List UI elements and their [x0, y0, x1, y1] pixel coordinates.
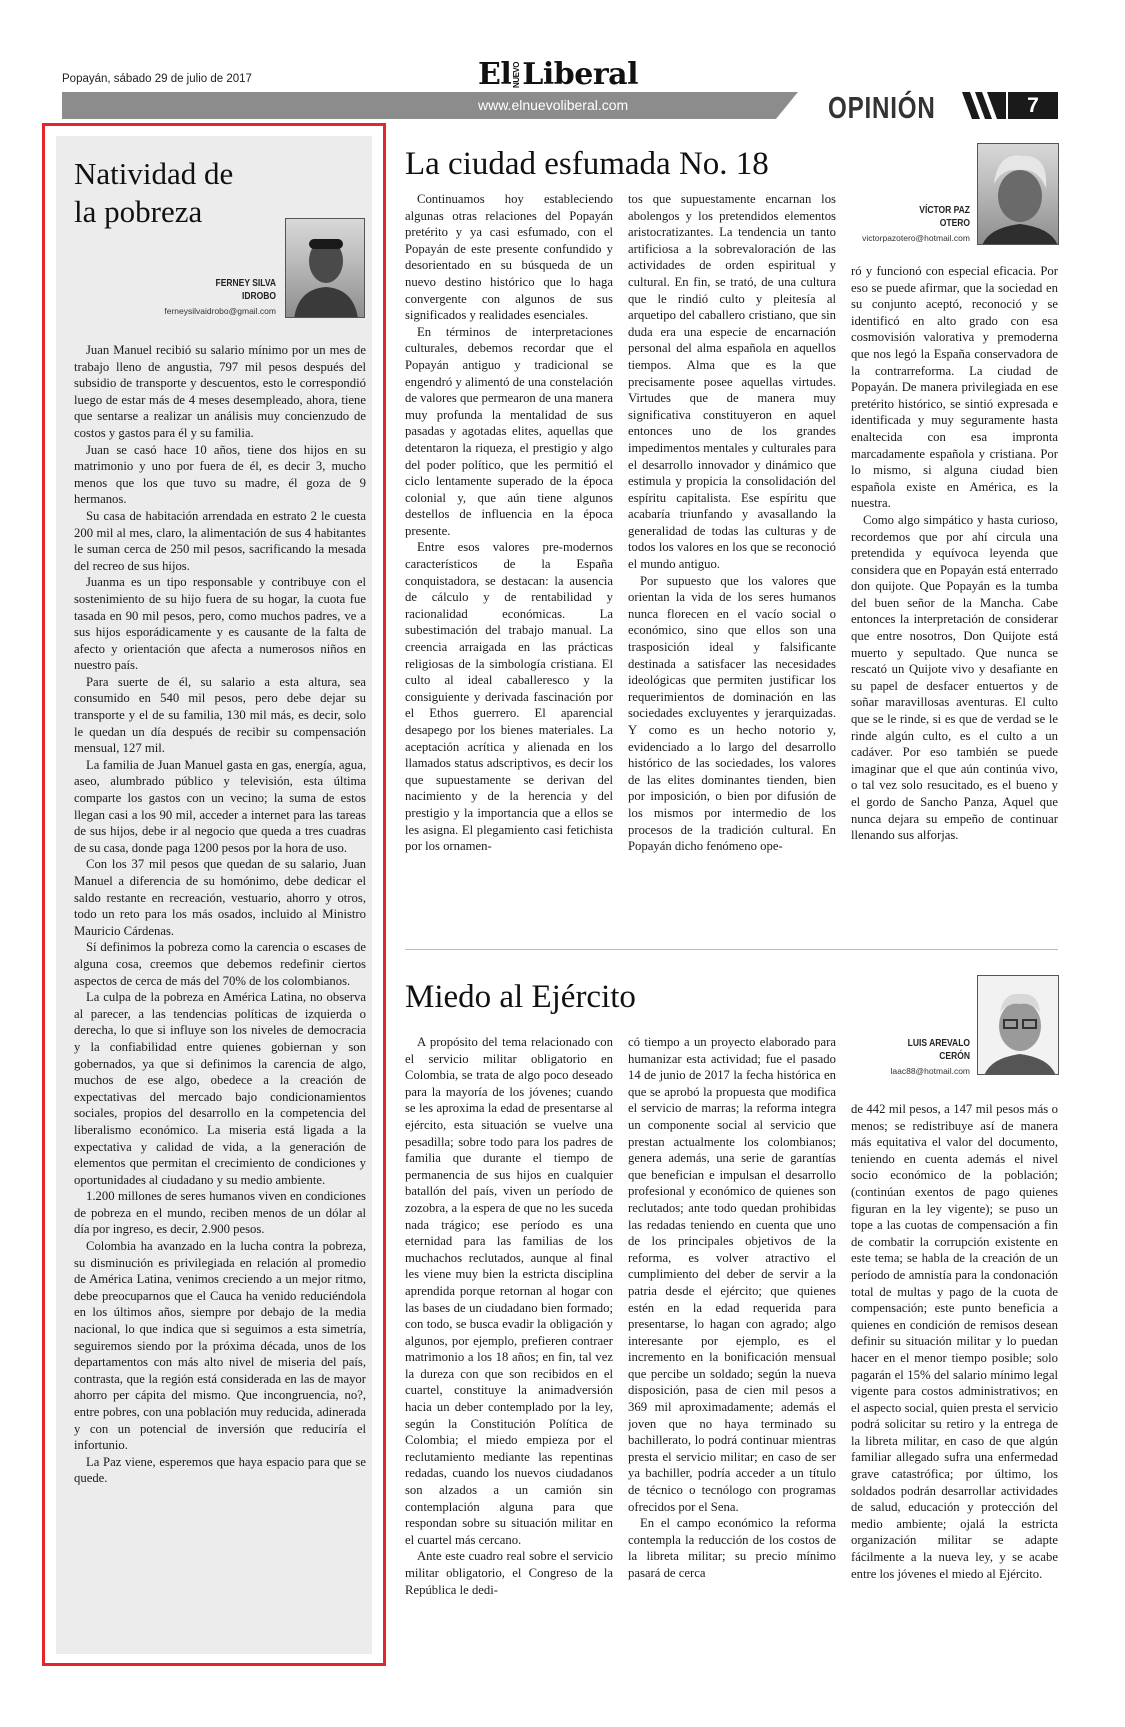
paragraph: de 442 mil pesos, a 147 mil pesos más o menos; se redistribuye así de manera más equitativa el valor del documento, teniendo en cuenta además el nivel socio económico de la población; (continúan exentos de pago quienes figuran en la ley vigente); se puso un tope a las cuotas de compensación a fin de combatir la corrupción existente en este tema; se habla de la creación de un período de amnistía para la condonación total de multas y pago de la cuota de compensación; este punto beneficia a quienes en condición de remisos desean definir su situación militar y lo puedan hacer en el menor tiempo posible; solo pagarán el 15% del salario mínimo legal vigente para costos administrativos; en el aspecto social, quien presta el servicio podrá solicitar su retiro y la entrega de la libreta militar, en caso de que algún familiar allegado sufra una enfermedad grave catastrófica; por último, los soldados podrán desarrollar actividades de salud, educación y protección del medio ambiente; ojalá la estricta organización militar se adapte fácilmente a la nueva ley, y se acabe entre los jóvenes el miedo al Ejército. [851, 1102, 1058, 1581]
logo-liberal: Liberal [522, 57, 638, 92]
author-photo-luis [977, 975, 1059, 1075]
paragraph: En el campo económico la reforma contempla la reducción de los costos de la libreta militar; su precio mínimo pasará de cerca [628, 1516, 836, 1580]
article3-column-2 [628, 1034, 836, 1674]
author-photo-victor [977, 143, 1059, 245]
paragraph: Sí definimos la pobreza como la carencia o escases de alguna cosa, creemos que debemos redefinir ciertos aspectos de cerca de más del 70% de los colombianos. [74, 940, 366, 988]
article1-author-line2: IDROBO [242, 291, 276, 302]
paragraph: Por supuesto que los valores que orientan la vida de los seres humanos nunca florecen en el vacío social o económico, sino que ellos son una trasposición ideal y falsificante destinada a satisfacer las necesidades ideológicas que permiten justificar los requerimientos de dominación en las sociedades excluyentes y jerarquizadas. Y como es un hecho notorio y, evidenciado a lo largo del desarrollo histórico de las sociedades, los valores de las elites dominantes tienden, bien por imposición, o bien por difusión de los mismos por intermedio de los procesos de la tradición cultural. En Popayán dicho fenómeno ope- [628, 573, 836, 854]
article3-column-3 [851, 1101, 1058, 1674]
article1-title-line1: Natividad de [74, 156, 234, 191]
paragraph: có tiempo a un proyecto elaborado para humanizar esta actividad; fue el pasado 14 de junio de 2017 la fecha histórica en que se aprobó la propuesta que modifica el servicio de marras; la reforma integra un componente social al servicio que prestan actualmente los colombianos; genera además, una serie de garantías que benefician e impulsan el desarrollo profesional y económico de quienes son reclutados; ante todo quedan prohibidas las redadas teniendo en cuenta que uno de los principales objetivos de la reforma, es volver atractivo el cumplimiento del deber de servir a la patria desde el ejército; que quienes estén en la edad requerida para presentarse, lo hagan con agrado; algo interesante por ejemplo, es el incremento en la bonificación mensual que percibe un soldado; según la nueva disposición, pasa de cien mil pesos a 369 mil aproximadamente; además el joven que no haya terminado su bachillerato, lo podrá continuar mientras presta el servicio militar; en caso de ser ya bachiller, podría acceder a un título de técnico o tecnólogo con programas ofrecidos por el Sena. [628, 1035, 836, 1514]
paragraph: Su casa de habitación arrendada en estrato 2 le cuesta 200 mil al mes, claro, la alimentación de sus 4 habitantes le suman cerca de 250 mil pesos, sacrificando la mesada del recreo de sus hijos. [74, 508, 366, 573]
article-divider [405, 949, 1058, 950]
portrait-icon [978, 144, 1059, 245]
article1-body [74, 342, 366, 1647]
website-url: www.elnuevoliberal.com [478, 97, 629, 113]
paragraph: La culpa de la pobreza en América Latina, no observa al parecer, a las tendencias políticas de izquierda o derecha, lo que si influye son los niveles de democracia y la confiabilidad entre quienes gobiernan y son gobernados, ya que si definimos la carencia de algo, muchos de ese algo, obedece a la creación de expectativas del mercado bajo condicionamientos sociales, propios del desarrollo en la competencia del liberalismo económico. La miseria está ligada a la expectativa y calidad de vida, a la generación de elementos que permitan el crecimiento de condiciones y oportunidades al ciudadano y su medio ambiente. [74, 990, 366, 1187]
article2-column-1 [405, 191, 613, 921]
author-photo-ferney [285, 218, 365, 318]
paragraph: A propósito del tema relacionado con el servicio militar obligatorio en Colombia, se trata de algo poco deseado para la mayoría de los jóvenes; cuando se les aproxima la edad de presentarse al ejército, esta situación se vuelve una pesadilla; sobre todo para los padres de familia que durante el tiempo de permanencia de sus hijos en cualquier batallón del país, viven un período de zozobra, a la espera de que no les suceda nada trágico; ese período es una eternidad para las familias de los muchachos reclutados, aunque al final les viene muy bien la estricta disciplina aprendida porque retornan al hogar con las bases de un ciudadano bien formado; con todo, se busca evadir la obligación y algunos, por ejemplo, prefieren contraer matrimonio a los 18 años; en fin, tal vez la dureza con que son recibidos en el cuartel, constituye la animadversión hacia un deber contemplado por la ley, según la Constitución Política de Colombia; el miedo empieza por el reclutamiento mediante las repentinas redadas, cuando los nuevos ciudadanos son alzados a un camión sin contemplación alguna para que respondan sobre su situación militar en el cuartel más cercano. [405, 1035, 613, 1547]
article2-title: La ciudad esfumada No. 18 [405, 146, 769, 182]
paragraph: Juan Manuel recibió su salario mínimo por un mes de trabajo lleno de angustia, 797 mil pesos después del subsidio de transporte y descuentos, esto le correspondió luego de estar más de 4 meses desempleado, ahora, tiene que sentarse a realizar un análisis muy concienzudo de costos y gastos para él y su familia. [74, 343, 366, 440]
article3-column-1 [405, 1034, 613, 1674]
paragraph: tos que supuestamente encarnan los abolengos y los pretendidos elementos aristocratizantes. La tendencia un tanto artificiosa a la sobrevaloración de las actividades de orden espiritual y cultural. En fin, se trató, de una cultura que le rindió culto y pleitesía al arquetipo del caballero cristiano, que sin duda era una especie de encarnación personal del alma española en aquellos tiempos. Alma que es la que precisamente posee aquellas virtudes. Virtudes que de manera muy significativa constituyeron en aquel entonces uno de los grandes impedimentos mentales y culturales para el desarrollo innovador y dinámico que estimula y propicia la consolidación del espíritu capitalista. Ese espíritu que acabaría triunfando y avasallando la generalidad de todas las culturas y de todos los valores en los que se reconoció el mundo antiguo. [628, 192, 836, 572]
paragraph: La Paz viene, esperemos que haya espacio para que se quede. [74, 1454, 366, 1486]
header-bar [62, 92, 798, 119]
logo-el: El [478, 57, 512, 92]
logo-nuevo: NUEVO [512, 62, 522, 88]
paragraph: Continuamos hoy estableciendo algunas otras relaciones del Popayán pretérito y ya casi esfumado, con el Popayán de este presente confundido y desorientado en su búsqueda de un nuevo destino histórico que lo haga convergente con algunos de sus significados y realidades esenciales. [405, 192, 613, 323]
paragraph: Entre esos valores pre-modernos característicos de la España conquistadora, se destacan: la ausencia de cálculo y de rentabilidad y racionalidad económicas. La subestimación del trabajo manual. La creencia arraigada en las prácticas religiosas de la simbología cristiana. El culto al ideal caballeresco y la consiguiente y derivada fascinación por el Ethos guerrero. El aparencial desapego por los bienes materiales. La aceptación acrítica y alienada en los llamados status adscriptivos, es decir los que supuestamente se derivan del nacimiento y de la herencia y del prestigio y la importancia que a ellos se les asigna. El plegamiento casi fetichista por los ornamen- [405, 540, 613, 854]
section-title: OPINIÓN [828, 90, 936, 125]
article2-column-3 [851, 263, 1058, 923]
paragraph: Para suerte de él, su salario a esta altura, sea consumido en 540 mil pesos, pero debe dejar su transporte y el de su familia, 130 mil más, es decir, solo le quedan un día después de recibir su compensación mensual, 127 mil. [74, 674, 366, 756]
article3-author-line2: CERÓN [939, 1051, 970, 1062]
article2-email: victorpazotero@hotmail.com [862, 233, 970, 243]
paragraph: Juan se casó hace 10 años, tiene dos hijos en su matrimonio y uno por fuera de él, es decir 3, mucho menos que los que tuvo su madre, él goza de 9 hermanos. [74, 442, 366, 507]
chevron-decoration-icon [962, 92, 1006, 119]
paragraph: Ante este cuadro real sobre el servicio militar obligatorio, el Congreso de la República le dedi- [405, 1549, 613, 1597]
article3-author [843, 1037, 971, 1063]
paragraph: Como algo simpático y hasta curioso, recordemos que por ahí circula una pretendida y equívoca leyenda que considera que en Popayán está enterrado don quijote. Que Popayán es la tumba del buen señor de la Mancha. Cabe entonces la interpretación de considerar que entre nosotros, Don Quijote está muerto y sepultado. Que nunca se rescató un Quijote vivo y desafiante en su papel de desfacer entuertos y de soñar maravillosas aventuras. El culto que se le rinde, si es que de verdad se le rinde algún culto, es el culto a un cadáver. Por eso también se puede imaginar que el que aún continúa vivo, o tal vez solo resucitado, es el bueno y el gordo de Sancho Panza, Aquel que nunca dejara su empeño de continuar llenando sus alforjas. [851, 512, 1058, 843]
article3-title: Miedo al Ejército [405, 979, 636, 1015]
article1-title-line2: la pobreza [74, 194, 203, 229]
paragraph: La familia de Juan Manuel gasta en gas, energía, agua, aseo, alumbrado público y televisión, esta última comparte los gastos con un vecino; la suma de estos llegan casi a los 90 mil, acceder a internet para las tareas de sus hijos, debe ir al negocio que queda a tres cuadras de su casa, donde paga 1200 pesos por la hora de uso. [74, 757, 366, 855]
article1-title [74, 155, 274, 231]
paragraph: En términos de interpretaciones culturales, debemos recordar que el Popayán antiguo y tradicional se engendró y alimentó de una constelación de valores que permearon de una manera muy profunda la mentalidad de sus pasadas y agotadas elites, aquellas que detentaron la riqueza, el prestigio y algo del poder político, que les permitió el ciclo lentamente superado de la época colonial y, que aún tiene algunos destellos de influencia en la época presente. [405, 324, 613, 538]
article2-author-line1: VÍCTOR PAZ [919, 205, 970, 216]
article3-author-line1: LUIS AREVALO [907, 1038, 970, 1049]
paragraph: Colombia ha avanzado en la lucha contra la pobreza, su disminución es privilegiada en relación al promedio de América Latina, venimos creciendo a un mejor ritmo, debe preocuparnos que el Cauca ha venido reduciéndola en los últimos años, siempre por debajo de la media nacional, lo que indica que si seguimos a esta simetría, seguiremos siendo por la próxima década, unos de los departamentos con más alto nivel de miseria del país, contrasta, que la región está considerada en las de mayor ahorro per cápita del mismo. Que incongruencia, no?, entre pobres, con una población muy reducida, adinerada y con un potencial de inversión que reduciría el infortunio. [74, 1239, 366, 1453]
paragraph: 1.200 millones de seres humanos viven en condiciones de pobreza en el mundo, reciben menos de un dólar al día por ingreso, es decir, 2.900 pesos. [74, 1189, 366, 1237]
article2-column-2 [628, 191, 836, 921]
masthead-logo [478, 57, 688, 93]
article1-author [152, 277, 276, 303]
article2-author-line2: OTERO [939, 218, 970, 229]
page-number: 7 [1008, 92, 1058, 119]
portrait-icon [978, 976, 1059, 1075]
paragraph: ró y funcionó con especial eficacia. Por eso se puede afirmar, que la sociedad en su conjunto aceptó, reconoció y se identificó en alto grado con esa cosmovisión valorativa y premoderna que nos legó la España conservadora de la contrarreforma. La ciudad de Popayán. De manera privilegiada en ese pretérito histórico, se sintió expresada e identificada y muy seguramente hasta enaltecida con esa impronta marcadamente española y cristiana. Por lo mismo, si alguna ciudad bien española existe en América, es la nuestra. [851, 264, 1058, 511]
dateline: Popayán, sábado 29 de julio de 2017 [62, 73, 252, 85]
article3-email: laac88@hotmail.com [890, 1066, 970, 1076]
portrait-icon [286, 219, 365, 318]
article1-email: ferneysilvaidrobo@gmail.com [164, 306, 276, 316]
article1-author-line1: FERNEY SILVA [215, 278, 276, 289]
paragraph: Juanma es un tipo responsable y contribuye con el sostenimiento de su hijo fuera de su hogar, la cuota fue tasada en 90 mil pesos, pero, como muchos padres, ve a sus hijos esporádicamente y es causante de la falta de afecto y orientación que afecta a numerosos niños en nuestro país. [74, 575, 366, 673]
paragraph: Con los 37 mil pesos que quedan de su salario, Juan Manuel a diferencia de su homónimo, debe dedicar el saldo restante en recreación, vestuario, ahorro y otros, todo un reto para los más osados, incluido al Ministro Mauricio Cárdenas. [74, 857, 366, 938]
article2-author [843, 204, 971, 230]
